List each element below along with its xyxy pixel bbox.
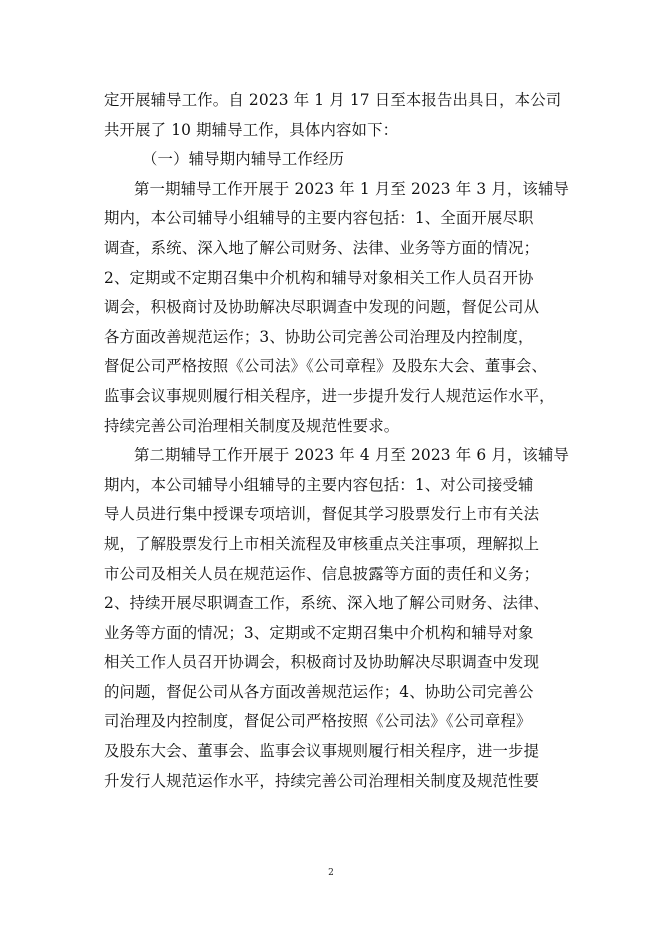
paragraph-first-line: 第二期辅导工作开展于 2023 年 4 月至 2023 年 6 月，该辅导: [134, 446, 570, 465]
section-heading: （一）辅导期内辅导工作经历: [142, 150, 345, 169]
text-line: 期内，本公司辅导小组辅导的主要内容包括：1、全面开展尽职: [104, 209, 534, 228]
text-line: 期内，本公司辅导小组辅导的主要内容包括：1、对公司接受辅: [104, 475, 534, 494]
text-line: 督促公司严格按照《公司法》《公司章程》及股东大会、董事会、: [104, 357, 547, 376]
text-line: 监事会议事规则履行相关程序，进一步提升发行人规范运作水平，: [104, 386, 555, 405]
text-line: 司治理及内控制度，督促公司严格按照《公司法》《公司章程》: [104, 712, 532, 731]
text-line: 持续完善公司治理相关制度及规范性要求。: [104, 416, 400, 435]
text-line: 共开展了 10 期辅导工作，具体内容如下：: [104, 120, 399, 139]
text-line: 市公司及相关人员在规范运作、信息披露等方面的责任和义务；: [104, 564, 540, 583]
text-line: 调会，积极商讨及协助解决尽职调查中发现的问题，督促公司从: [104, 298, 540, 317]
text-line: 导人员进行集中授课专项培训，督促其学习股票发行上市有关法: [104, 505, 540, 524]
text-line: 2、定期或不定期召集中介机构和辅导对象相关工作人员召开协: [104, 268, 534, 287]
text-line: 调查，系统、深入地了解公司财务、法律、业务等方面的情况；: [104, 238, 540, 257]
document-body: [104, 86, 570, 796]
paragraph-first-line: 第一期辅导工作开展于 2023 年 1 月至 2023 年 3 月，该辅导: [134, 179, 570, 198]
text-line: 2、持续开展尽职调查工作，系统、深入地了解公司财务、法律、: [104, 594, 550, 613]
text-line: 定开展辅导工作。自 2023 年 1 月 17 日至本报告出具日，本公司: [104, 91, 562, 109]
text-line: 业务等方面的情况；3、定期或不定期召集中介机构和辅导对象: [104, 623, 534, 642]
text-line: 规，了解股票发行上市相关流程及审核重点关注事项，理解拟上: [104, 534, 540, 553]
text-line: 及股东大会、董事会、监事会议事规则履行相关程序，进一步提: [104, 742, 540, 761]
text-line: 相关工作人员召开协调会，积极商讨及协助解决尽职调查中发现: [104, 653, 540, 672]
text-line: 各方面改善规范运作；3、协助公司完善公司治理及内控制度，: [104, 327, 534, 346]
text-line: 的问题，督促公司从各方面改善规范运作；4、协助公司完善公: [104, 682, 534, 701]
text-line: 升发行人规范运作水平，持续完善公司治理相关制度及规范性要: [104, 771, 540, 790]
page-number: 2: [328, 868, 334, 878]
